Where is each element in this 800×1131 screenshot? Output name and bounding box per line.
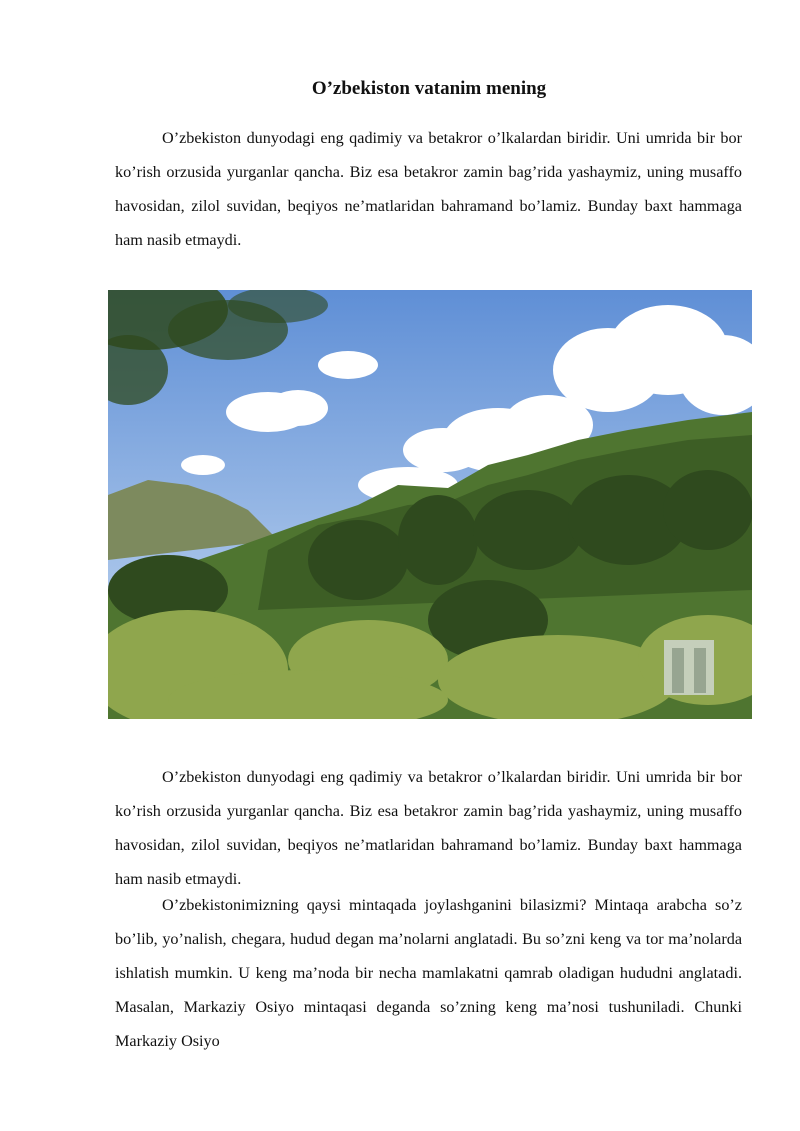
paragraph-intro: O’zbekiston dunyodagi eng qadimiy va betakror o’lkalardan biridir. Uni umrida bir bor ko’rish orzusida yurganlar qancha. Biz esa betakror zamin bag’rida yashaymiz, uning musaffo havosidan, zilol suvidan, beqiyos ne’matlaridan bahramand bo’lamiz. Bunday baxt hammaga ham nasib etmaydi.	[115, 129, 742, 249]
landscape-photo	[108, 290, 752, 719]
paragraph-repeat: O’zbekiston dunyodagi eng qadimiy va betakror o’lkalardan biridir. Uni umrida bir bor ko’rish orzusida yurganlar qancha. Biz esa betakror zamin bag’rida yashaymiz, uning musaffo havosidan, zilol suvidan, beqiyos ne’matlaridan bahramand bo’lamiz. Bunday baxt hammaga ham nasib etmaydi.	[115, 768, 742, 888]
monument	[664, 640, 714, 695]
mountain-forest-image	[108, 290, 752, 719]
paragraph-region: O’zbekistonimizning qaysi mintaqada joylashganini bilasizmi? Mintaqa arabcha so’z bo’lib, yo’nalish, chegara, hudud degan ma’nolarni anglatadi. Bu so’zni keng va tor ma’nolarda ishlatish mumkin. U keng ma’noda bir necha mamlakatni qamrab oladigan hududni anglatadi. Masalan, Markaziy Osiyo mintaqasi deganda so’zning keng ma’nosi tushuniladi. Chunki Markaziy Osiyo	[115, 896, 742, 1050]
document-title: O’zbekiston vatanim mening	[311, 78, 547, 99]
